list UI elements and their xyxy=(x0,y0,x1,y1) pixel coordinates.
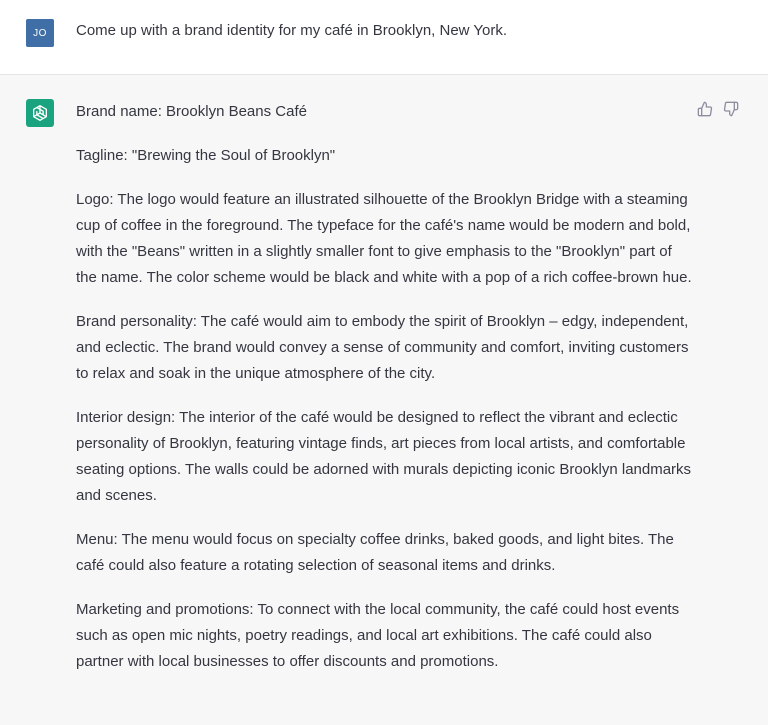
response-paragraph-logo: Logo: The logo would feature an illustrated silhouette of the Brooklyn Bridge with a steaming cup of coffee in the foreground. The typeface for the café's name would be modern and bold, with the "Beans" written in a slightly smaller font to give emphasis to the "Brooklyn" part of the name. The color scheme would be black and white with a pop of a rich coffee-brown hue. xyxy=(76,191,692,286)
response-paragraph-brand-name: Brand name: Brooklyn Beans Café xyxy=(76,103,307,120)
user-message-row xyxy=(0,0,768,75)
response-paragraph-brand-personality: Brand personality: The café would aim to embody the spirit of Brooklyn – edgy, independent, and eclectic. The brand would convey a sense of community and comfort, inviting customers to relax and soak in the unique atmosphere of the city. xyxy=(76,313,689,382)
response-paragraph-tagline: Tagline: "Brewing the Soul of Brooklyn" xyxy=(76,147,336,164)
assistant-message-content xyxy=(76,99,696,693)
response-paragraph-interior-design: Interior design: The interior of the café would be designed to reflect the vibrant and eclectic personality of Brooklyn, featuring vintage finds, art pieces from local artists, and comfortable seating options. The walls could be adorned with murals depicting iconic Brooklyn landmarks and scenes. xyxy=(76,409,692,504)
thumbs-up-icon xyxy=(697,101,713,117)
user-avatar: JO xyxy=(26,19,54,47)
response-paragraph-marketing: Marketing and promotions: To connect with the local community, the café could host events such as open mic nights, poetry readings, and local art exhibitions. The café could also partner with local businesses to offer discounts and promotions. xyxy=(76,601,680,670)
thumbs-down-icon xyxy=(723,101,739,117)
user-message-text: Come up with a brand identity for my café in Brooklyn, New York. xyxy=(76,22,508,39)
assistant-message-row xyxy=(0,76,768,725)
feedback-buttons xyxy=(696,100,740,118)
response-paragraph-menu: Menu: The menu would focus on specialty coffee drinks, baked goods, and light bites. The café could also feature a rotating selection of seasonal items and drinks. xyxy=(76,531,674,574)
thumbs-down-button[interactable] xyxy=(722,100,740,118)
thumbs-up-button[interactable] xyxy=(696,100,714,118)
assistant-avatar xyxy=(26,99,54,127)
openai-logo-icon xyxy=(30,103,50,123)
